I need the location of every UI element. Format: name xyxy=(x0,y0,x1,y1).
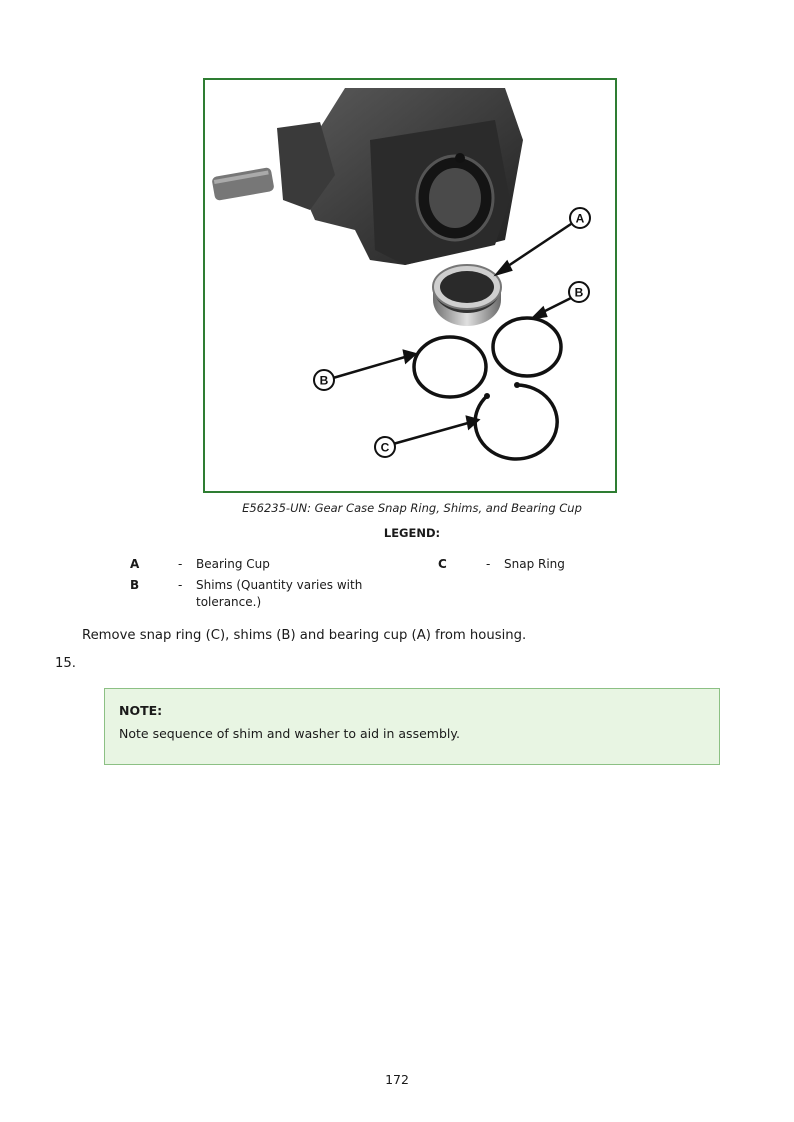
step-number: 15. xyxy=(55,656,76,671)
note-text: Note sequence of shim and washer to aid in assembly. xyxy=(119,726,460,741)
svg-text:A: A xyxy=(575,211,585,226)
legend-key: C xyxy=(438,557,447,571)
legend-separator: - xyxy=(486,557,491,571)
legend-key: B xyxy=(130,578,140,592)
callout-b-lower xyxy=(314,370,334,390)
shim-ring xyxy=(414,337,486,397)
legend-separator: - xyxy=(178,578,183,592)
note-title: NOTE: xyxy=(119,703,163,718)
gear-case-housing xyxy=(211,88,523,265)
note-box xyxy=(104,688,720,765)
legend-key: A xyxy=(130,557,140,571)
step-instruction: Remove snap ring (C), shims (B) and bearing cup (A) from housing. xyxy=(82,628,527,643)
svg-text:B: B xyxy=(574,285,584,300)
bearing-cup xyxy=(433,265,501,326)
legend-description: Bearing Cup xyxy=(196,557,270,571)
gear-case-illustration xyxy=(205,80,615,491)
callout-b-upper xyxy=(569,282,589,302)
callout-a xyxy=(570,208,590,228)
page-number: 172 xyxy=(385,1072,409,1087)
legend-separator: - xyxy=(178,557,183,571)
figure-caption: E56235-UN: Gear Case Snap Ring, Shims, and Bearing Cup xyxy=(242,501,582,515)
shim-ring xyxy=(493,318,561,376)
legend-description: Snap Ring xyxy=(504,557,565,571)
callout-c xyxy=(375,437,395,457)
svg-text:B: B xyxy=(319,373,329,388)
figure-frame xyxy=(203,78,617,493)
svg-text:C: C xyxy=(380,440,390,455)
legend-title: LEGEND: xyxy=(383,526,441,540)
legend-description: Shims (Quantity varies with tolerance.) xyxy=(196,578,363,609)
